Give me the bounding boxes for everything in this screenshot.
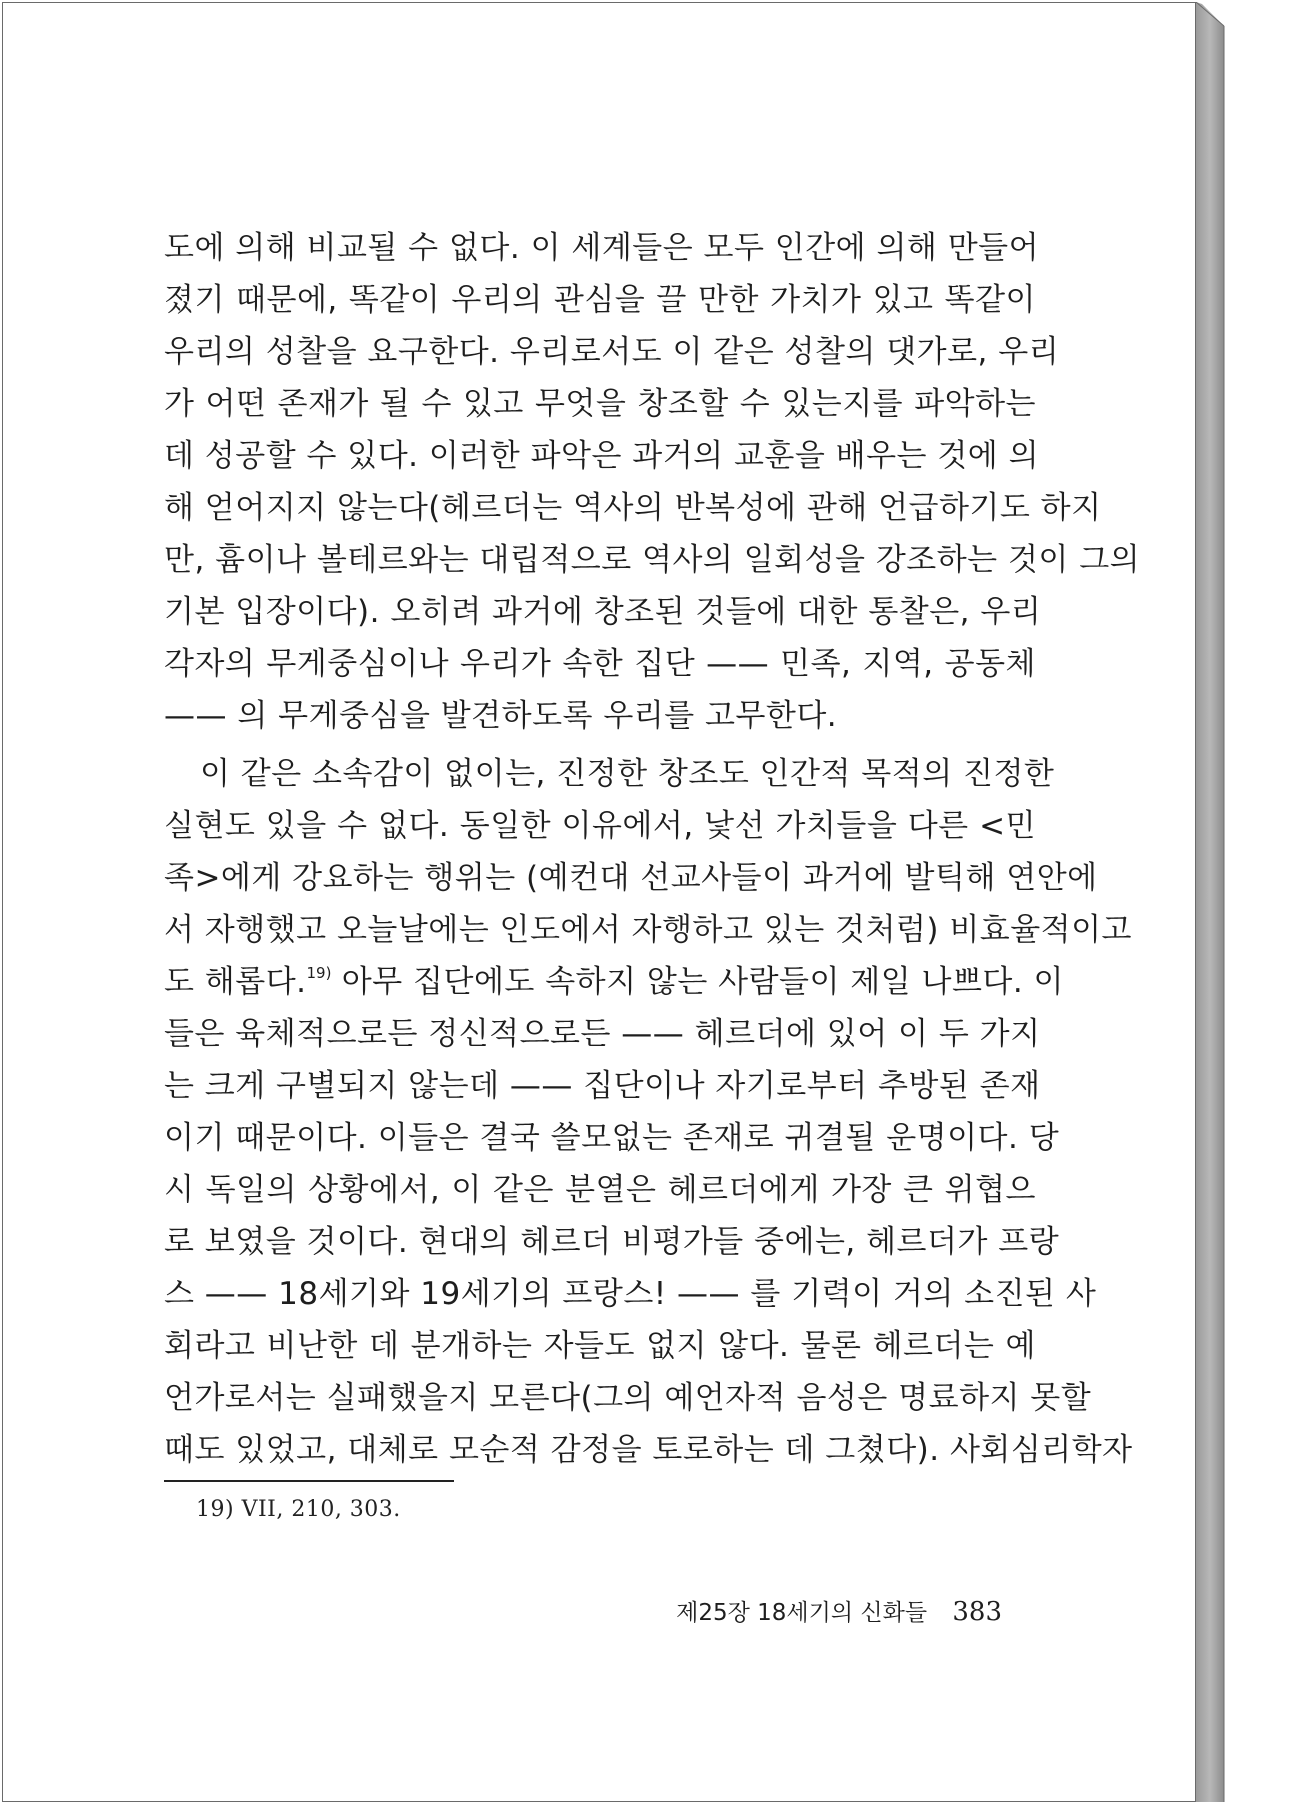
text-line: 스 —— 18세기와 19세기의 프랑스! —— 를 기력이 거의 소진된 사: [164, 1276, 1097, 1312]
text-line: 데 성공할 수 있다. 이러한 파악은 과거의 교훈을 배우는 것에 의: [164, 438, 1040, 474]
text-line: 만, 흄이나 볼테르와는 대립적으로 역사의 일회성을 강조하는 것이 그의: [164, 542, 1141, 578]
text-line: 해 얻어지지 않는다(헤르더는 역사의 반복성에 관해 언급하기도 하지: [164, 490, 1102, 526]
text-segment: 도 해롭다.: [164, 964, 307, 1000]
text-line: 우리의 성찰을 요구한다. 우리로서도 이 같은 성찰의 댓가로, 우리: [164, 334, 1060, 370]
text-line: 때도 있었고, 대체로 모순적 감정을 토로하는 데 그쳤다). 사회심리학자: [164, 1432, 1133, 1468]
text-segment: 아무 집단에도 속하지 않는 사람들이 제일 나쁘다. 이: [331, 964, 1065, 1000]
text-line-with-footnote-ref: [164, 956, 1065, 1008]
chapter-title: 제25장 18세기의 신화들: [676, 1600, 928, 1626]
text-line: 시 독일의 상황에서, 이 같은 분열은 헤르더에게 가장 큰 위협으: [164, 1172, 1036, 1208]
text-line: 회라고 비난한 데 분개하는 자들도 없지 않다. 물론 헤르더는 예: [164, 1328, 1036, 1364]
text-line: 족>에게 강요하는 행위는 (예컨대 선교사들이 과거에 발틱해 연안에: [164, 860, 1098, 896]
text-line: 들은 육체적으로든 정신적으로든 —— 헤르더에 있어 이 두 가지: [164, 1016, 1041, 1052]
text-line: 서 자행했고 오늘날에는 인도에서 자행하고 있는 것처럼) 비효율적이고: [164, 912, 1133, 948]
text-line: 로 보였을 것이다. 현대의 헤르더 비평가들 중에는, 헤르더가 프랑: [164, 1224, 1060, 1260]
text-line: 졌기 때문에, 똑같이 우리의 관심을 끌 만한 가치가 있고 똑같이: [164, 282, 1036, 318]
text-line: 실현도 있을 수 없다. 동일한 이유에서, 낯선 가치들을 다른 <민: [164, 808, 1036, 844]
text-line: 는 크게 구별되지 않는데 —— 집단이나 자기로부터 추방된 존재: [164, 1068, 1041, 1104]
body-text: [164, 222, 1141, 1476]
footnote-19: 19) VII, 210, 303.: [196, 1497, 401, 1522]
page-edge-shadow: [1196, 2, 1228, 1802]
running-footer: [676, 1594, 1002, 1627]
page-number: 383: [952, 1597, 1002, 1627]
text-line: 가 어떤 존재가 될 수 있고 무엇을 창조할 수 있는지를 파악하는: [164, 386, 1036, 422]
text-line: 도에 의해 비교될 수 없다. 이 세계들은 모두 인간에 의해 만들어: [164, 230, 1040, 266]
paragraph-2: [164, 748, 1133, 1476]
footnote-divider: [164, 1480, 454, 1482]
text-line: 언가로서는 실패했을지 모른다(그의 예언자적 음성은 명료하지 못할: [164, 1380, 1092, 1416]
text-line: —— 의 무게중심을 발견하도록 우리를 고무한다.: [164, 698, 838, 734]
text-line: 이 같은 소속감이 없이는, 진정한 창조도 인간적 목적의 진정한: [200, 756, 1055, 792]
text-line: 각자의 무게중심이나 우리가 속한 집단 —— 민족, 지역, 공동체: [164, 646, 1036, 682]
text-line: 이기 때문이다. 이들은 결국 쓸모없는 존재로 귀결될 운명이다. 당: [164, 1120, 1060, 1156]
paragraph-1: [164, 222, 1141, 742]
text-line: 기본 입장이다). 오히려 과거에 창조된 것들에 대한 통찰은, 우리: [164, 594, 1042, 630]
footnote-reference[interactable]: 19): [306, 964, 332, 982]
